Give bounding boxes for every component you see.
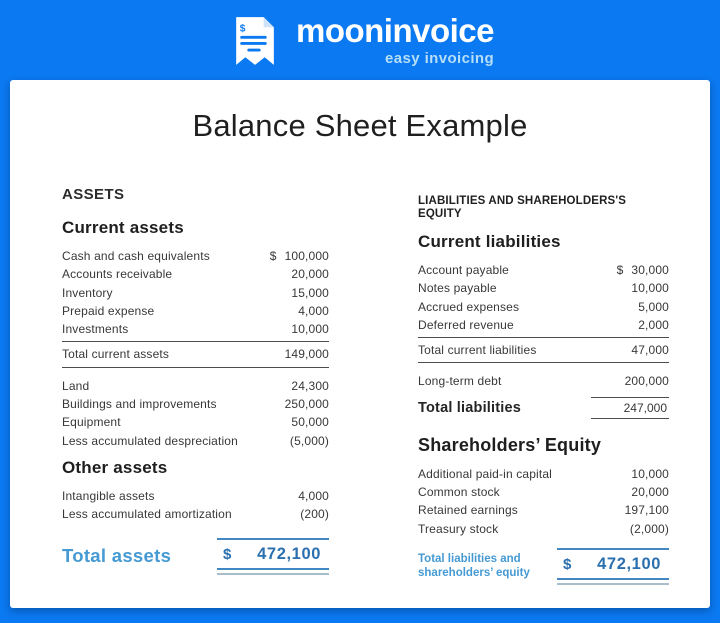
line-item-label: Inventory [62, 285, 113, 300]
total-assets-row [62, 538, 329, 575]
line-item-label: Retained earnings [418, 503, 518, 518]
line-item-label: Common stock [418, 485, 500, 500]
line-item-value [245, 487, 329, 505]
currency-symbol: $ [616, 263, 624, 277]
line-item-row [62, 284, 329, 302]
line-item-label: Intangible assets [62, 488, 155, 503]
line-item-amount: 2,000 [638, 317, 669, 332]
current-liabilities-list [418, 261, 669, 334]
double-underline [217, 573, 329, 575]
line-item-label: Land [62, 378, 90, 393]
total-liabilities-equity-row [418, 548, 669, 585]
assets-heading: ASSETS [62, 186, 125, 203]
total-liabilities-label: Total liabilities [418, 399, 522, 416]
line-item-label: Accounts receivable [62, 267, 173, 282]
other-assets-list [62, 487, 329, 524]
line-item-amount: 197,100 [624, 503, 669, 518]
balance-sheet-card [10, 80, 710, 608]
line-item-amount: 5,000 [638, 299, 669, 314]
line-item-label: Accrued expenses [418, 299, 520, 314]
line-item-amount: (200) [300, 507, 329, 522]
line-item-amount: 10,000 [631, 466, 669, 481]
line-item-amount: 4,000 [298, 303, 329, 318]
brand-tagline: easy invoicing [385, 49, 495, 67]
brand-text [295, 11, 495, 67]
liabilities-heading: LIABILITIES AND SHAREHOLDERS'S EQUITY [418, 195, 627, 220]
total-liabilities-row [418, 397, 669, 419]
line-item-label: Buildings and improvements [62, 397, 217, 412]
line-item-row [62, 320, 329, 338]
line-item-value [245, 320, 329, 338]
line-item-amount: 30,000 [631, 263, 669, 277]
line-item-row [418, 483, 669, 501]
line-item-value [585, 261, 669, 279]
line-item-value [585, 520, 669, 538]
line-item-value [585, 316, 669, 334]
line-item-row [62, 377, 329, 395]
long-term-debt-row [418, 372, 669, 390]
line-item-value [245, 247, 329, 265]
line-item-row [418, 316, 669, 334]
line-item-value [245, 432, 329, 450]
line-item-label: Less accumulated despreciation [62, 433, 238, 448]
line-item-row [62, 247, 329, 265]
total-liabilities-equity-label: Total liabilities and shareholders’ equity [418, 552, 530, 580]
line-item-amount: (2,000) [629, 521, 669, 536]
line-item-row [62, 505, 329, 523]
line-item-row [62, 432, 329, 450]
line-item-value [585, 501, 669, 519]
line-item-label: Account payable [418, 263, 509, 277]
line-item-label: Notes payable [418, 281, 497, 296]
line-item-label: Investments [62, 322, 129, 337]
line-item-value [245, 265, 329, 283]
line-item-row [62, 413, 329, 431]
line-item-row [418, 279, 669, 297]
line-item-row [418, 520, 669, 538]
line-item-row [62, 265, 329, 283]
line-item-amount: 20,000 [291, 267, 329, 282]
currency-symbol: $ [223, 545, 232, 563]
line-item-value [585, 465, 669, 483]
currency-symbol: $ [563, 555, 572, 573]
total-liabilities-value: 247,000 [591, 397, 669, 419]
line-item-amount: 4,000 [298, 488, 329, 503]
divider [62, 341, 329, 342]
currency-symbol: $ [269, 249, 277, 263]
total-assets-value-box [217, 538, 329, 575]
line-item-label: Less accumulated amortization [62, 507, 232, 522]
line-item-value [245, 302, 329, 320]
receipt-invoice-icon [226, 12, 283, 69]
line-item-row [418, 465, 669, 483]
line-item-amount: 10,000 [291, 322, 329, 337]
shareholders-equity-list [418, 465, 669, 538]
page-title: Balance Sheet Example [192, 108, 528, 143]
line-item-amount: 50,000 [291, 415, 329, 430]
total-current-liabilities-value: 47,000 [631, 343, 669, 358]
line-item-row [62, 487, 329, 505]
total-current-liabilities-row [418, 341, 669, 359]
other-assets-heading: Other assets [62, 457, 168, 477]
line-item-row [418, 261, 669, 279]
line-item-row [62, 395, 329, 413]
divider [62, 367, 329, 368]
total-assets-amount: 472,100 [257, 544, 321, 563]
line-item-amount: 24,300 [291, 378, 329, 393]
current-assets-heading: Current assets [62, 218, 184, 237]
fixed-assets-list [62, 377, 329, 450]
line-item-label: Treasury stock [418, 521, 499, 536]
double-underline [557, 583, 669, 585]
line-item-label: Prepaid expense [62, 303, 155, 318]
shareholders-equity-heading: Shareholders’ Equity [418, 434, 602, 455]
assets-column [62, 186, 329, 575]
total-current-assets-label: Total current assets [62, 347, 170, 362]
line-item-value [585, 279, 669, 297]
long-term-debt-label: Long-term debt [418, 374, 502, 389]
brand-header [0, 0, 720, 80]
long-term-debt-value: 200,000 [624, 374, 669, 389]
brand-name: mooninvoice [295, 11, 495, 49]
total-assets-label: Total assets [62, 545, 172, 567]
line-item-row [62, 302, 329, 320]
line-item-label: Deferred revenue [418, 317, 514, 332]
total-current-liabilities-label: Total current liabilities [418, 343, 537, 358]
line-item-amount: 10,000 [631, 281, 669, 296]
total-liabilities-equity-amount: 472,100 [597, 554, 661, 573]
line-item-value [245, 284, 329, 302]
line-item-row [418, 501, 669, 519]
line-item-amount: (5,000) [289, 433, 329, 448]
line-item-value [245, 413, 329, 431]
line-item-value [245, 377, 329, 395]
total-current-assets-value: 149,000 [284, 347, 329, 362]
line-item-label: Equipment [62, 415, 121, 430]
line-item-label: Cash and cash equivalents [62, 249, 210, 263]
line-item-label: Additional paid-in capital [418, 466, 552, 481]
current-assets-list [62, 247, 329, 338]
current-liabilities-heading: Current liabilities [418, 232, 561, 251]
divider [418, 362, 669, 363]
liabilities-column [418, 186, 669, 585]
line-item-value [245, 395, 329, 413]
total-liabilities-equity-value-box [557, 548, 669, 585]
line-item-amount: 100,000 [284, 249, 329, 263]
svg-text:$: $ [239, 22, 246, 34]
line-item-value [245, 505, 329, 523]
line-item-amount: 20,000 [631, 485, 669, 500]
line-item-amount: 250,000 [284, 397, 329, 412]
line-item-amount: 15,000 [291, 285, 329, 300]
line-item-value [585, 483, 669, 501]
divider [418, 337, 669, 338]
line-item-row [418, 298, 669, 316]
line-item-value [585, 298, 669, 316]
total-current-assets-row [62, 345, 329, 363]
